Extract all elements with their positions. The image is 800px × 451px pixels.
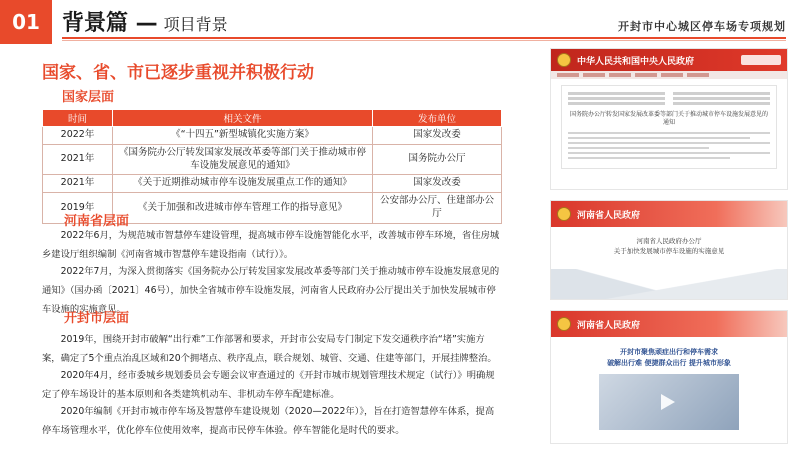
cell-document: 《关于近期推动城市停车设施发展重点工作的通知》 bbox=[113, 175, 373, 193]
cell-issuer: 国家发改委 bbox=[373, 127, 502, 145]
table-row bbox=[43, 175, 502, 193]
document-heading: 河南省人民政府办公厅 关于加快发展城市停车设施的实施意见 bbox=[613, 237, 725, 255]
table-row bbox=[43, 144, 502, 175]
gov-site-name: 河南省人民政府 bbox=[577, 320, 641, 331]
gov-site-banner bbox=[551, 311, 787, 337]
henan-news-webpage-screenshot bbox=[550, 310, 788, 444]
section-title-henan: 河南省层面 bbox=[64, 214, 130, 229]
central-gov-webpage-screenshot bbox=[550, 48, 788, 190]
national-emblem-icon bbox=[557, 53, 571, 67]
header-divider-thin bbox=[62, 40, 786, 41]
column-header-document: 相关文件 bbox=[113, 110, 373, 127]
national-emblem-icon bbox=[557, 207, 571, 221]
video-thumbnail bbox=[599, 374, 739, 430]
news-heading: 开封市聚焦顽症出行和停车需求 破解出行难 便捷群众出行 提升城市形象 bbox=[607, 348, 731, 367]
cell-year: 2019年 bbox=[43, 193, 113, 224]
kaifeng-paragraph: 2020年编制《开封市城市停车场及智慧停车建设规划（2020—2022年）》，旨在打造智慧停车体系，提高停车场管理水平，优化停车位使用效率，提高市民停车体验。停车智能化是时代的要求。 bbox=[42, 406, 495, 436]
cell-year: 2021年 bbox=[43, 144, 113, 175]
policy-table bbox=[42, 109, 502, 224]
henan-paragraph: 2022年7月，为深入贯彻落实《国务院办公厅转发国家发展改革委等部门关于推动城市停车设施发展意见的通知》（国办函〔2021〕46号），加快全省城市停车设施发展，河南省人民政府办公厅提出关于加快发展城市停车设施的实施意见。 bbox=[42, 266, 500, 315]
cell-issuer: 国家发改委 bbox=[373, 175, 502, 193]
national-emblem-icon bbox=[557, 317, 571, 331]
cell-issuer: 国务院办公厅 bbox=[373, 144, 502, 175]
cell-issuer: 公安部办公厅、住建部办公厅 bbox=[373, 193, 502, 224]
gov-site-banner bbox=[551, 49, 787, 71]
header-divider bbox=[62, 37, 786, 39]
cell-year: 2022年 bbox=[43, 127, 113, 145]
document-preview bbox=[561, 85, 777, 169]
page-header bbox=[62, 6, 228, 37]
table-header-row bbox=[43, 110, 502, 127]
search-box-icon bbox=[741, 55, 781, 65]
gov-site-banner bbox=[551, 201, 787, 227]
main-heading: 国家、省、市已逐步重视并积极行动 bbox=[42, 63, 314, 83]
gov-nav-strip bbox=[551, 71, 787, 79]
cell-document: 《国务院办公厅转发国家发展改革委等部门关于推动城市停车设施发展意见的通知》 bbox=[113, 144, 373, 175]
kaifeng-paragraph: 2019年，围绕开封市破解“出行难”工作部署和要求，开封市公安局专门制定下发交通秩序治“堵”实施方案，确定了5个重点治乱区域和20个拥堵点、秩序乱点，联合规划、城管、交通、住建等部门，开展挂牌整治。 bbox=[42, 334, 497, 364]
gov-site-name: 河南省人民政府 bbox=[577, 210, 641, 221]
cell-year: 2021年 bbox=[43, 175, 113, 193]
section-title-kaifeng: 开封市层面 bbox=[64, 311, 130, 326]
cell-document: 《关于加强和改进城市停车管理工作的指导意见》 bbox=[113, 193, 373, 224]
henan-paragraph: 2022年6月，为规范城市智慧停车建设管理，提高城市停车设施智能化水平，改善城市停车环境，省住房城乡建设厅组织编制《河南省城市智慧停车建设指南（试行）》。 bbox=[42, 230, 500, 260]
column-header-issuer: 发布单位 bbox=[373, 110, 502, 127]
section-title-national: 国家层面 bbox=[62, 90, 115, 105]
header-title-main: 背景篇 — bbox=[62, 11, 158, 36]
header-title-sub: 项目背景 bbox=[163, 15, 228, 34]
project-name: 开封市中心城区停车场专项规划 bbox=[618, 20, 786, 33]
column-header-time: 时间 bbox=[43, 110, 113, 127]
kaifeng-paragraph: 2020年4月，经市委城乡规划委员会专题会议审查通过的《开封市城市规划管理技术规定（试行）》明确规定了停车场设计的基本原则和各类建筑机动车、非机动车停车配建标准。 bbox=[42, 370, 495, 400]
document-title: 国务院办公厅转发国家发展改革委等部门关于推动城市停车设施发展意见的通知 bbox=[569, 111, 768, 127]
mountain-background bbox=[551, 269, 787, 299]
henan-gov-webpage-screenshot bbox=[550, 200, 788, 300]
section-number-badge: 01 bbox=[0, 0, 52, 44]
gov-site-name: 中华人民共和国中央人民政府 bbox=[577, 56, 695, 67]
cell-document: 《“十四五”新型城镇化实施方案》 bbox=[113, 127, 373, 145]
table-row bbox=[43, 127, 502, 145]
